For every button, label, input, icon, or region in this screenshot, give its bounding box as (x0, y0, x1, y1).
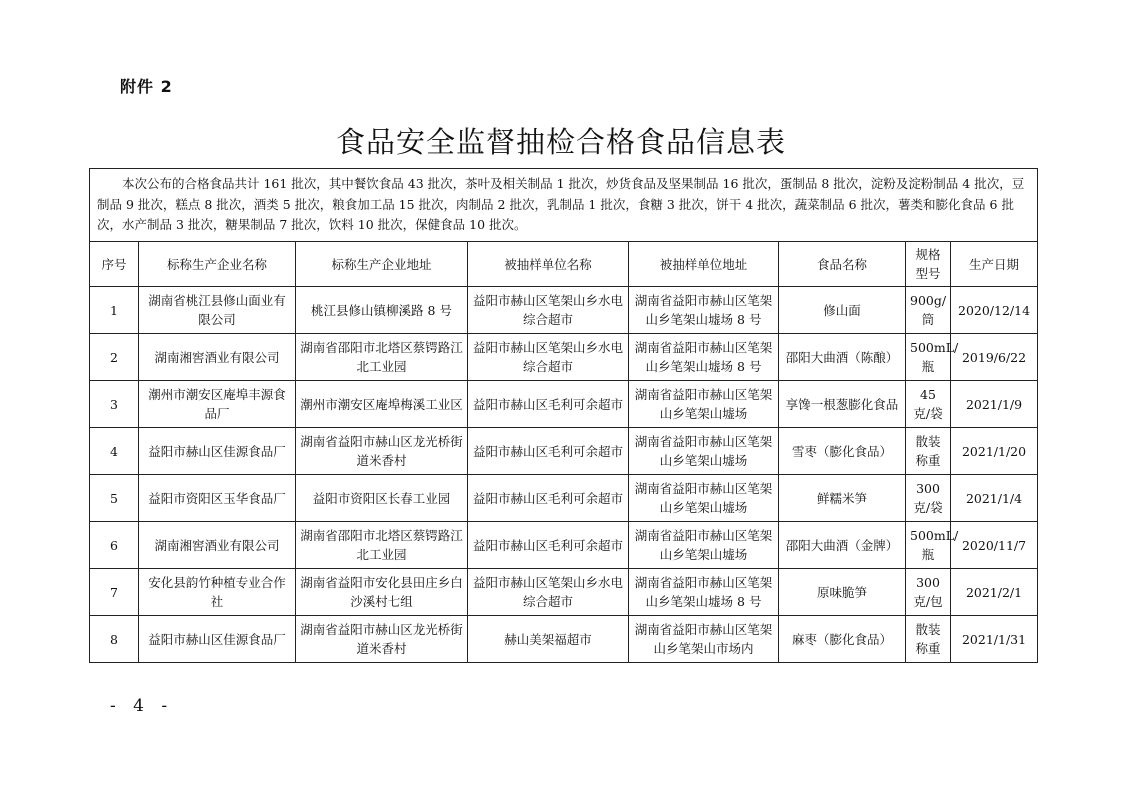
cell-producer: 湖南省桃江县修山面业有限公司 (139, 287, 296, 334)
cell-spec: 散装称重 (906, 616, 951, 663)
cell-spec: 45 克/袋 (906, 381, 951, 428)
page-title: 食品安全监督抽检合格食品信息表 (335, 125, 786, 159)
table-row (90, 569, 1038, 616)
cell-spec: 300 克/包 (906, 569, 951, 616)
cell-sampled-unit: 赫山美架福超市 (468, 616, 629, 663)
cell-food-name: 享馋一根葱膨化食品 (779, 381, 906, 428)
cell-producer-address: 桃江县修山镇柳溪路 8 号 (296, 287, 468, 334)
cell-producer: 潮州市潮安区庵埠丰源食品厂 (139, 381, 296, 428)
summary-cell (90, 169, 1038, 242)
cell-sampled-unit: 益阳市赫山区毛利可余超市 (468, 381, 629, 428)
cell-seq: 6 (90, 522, 139, 569)
cell-sampled-unit: 益阳市赫山区笔架山乡水电综合超市 (468, 287, 629, 334)
attachment-label: 附件 2 (120, 77, 173, 96)
cell-seq: 5 (90, 475, 139, 522)
header-seq: 序号 (90, 242, 139, 287)
header-production-date: 生产日期 (951, 242, 1038, 287)
cell-food-name: 邵阳大曲酒（陈酿） (779, 334, 906, 381)
cell-spec: 500mL/瓶 (906, 522, 951, 569)
header-sampled-unit: 被抽样单位名称 (468, 242, 629, 287)
cell-producer-address: 湖南省益阳市赫山区龙光桥街道米香村 (296, 428, 468, 475)
cell-food-name: 邵阳大曲酒（金牌） (779, 522, 906, 569)
cell-sampled-address: 湖南省益阳市赫山区笔架山乡笔架山墟场 (629, 475, 779, 522)
table-row (90, 522, 1038, 569)
cell-producer-address: 湖南省益阳市安化县田庄乡白沙溪村七组 (296, 569, 468, 616)
cell-producer-address: 潮州市潮安区庵埠梅溪工业区 (296, 381, 468, 428)
cell-sampled-unit: 益阳市赫山区笔架山乡水电综合超市 (468, 334, 629, 381)
cell-production-date: 2020/11/7 (951, 522, 1038, 569)
cell-producer: 益阳市赫山区佳源食品厂 (139, 616, 296, 663)
page-number: - 4 - (110, 696, 174, 716)
cell-sampled-address: 湖南省益阳市赫山区笔架山乡笔架山墟场 8 号 (629, 569, 779, 616)
cell-food-name: 鲜糯米笋 (779, 475, 906, 522)
cell-seq: 1 (90, 287, 139, 334)
cell-seq: 3 (90, 381, 139, 428)
cell-sampled-address: 湖南省益阳市赫山区笔架山乡笔架山墟场 (629, 522, 779, 569)
cell-production-date: 2021/2/1 (951, 569, 1038, 616)
cell-producer: 益阳市资阳区玉华食品厂 (139, 475, 296, 522)
cell-sampled-unit: 益阳市赫山区毛利可余超市 (468, 475, 629, 522)
cell-production-date: 2019/6/22 (951, 334, 1038, 381)
cell-production-date: 2020/12/14 (951, 287, 1038, 334)
cell-sampled-address: 湖南省益阳市赫山区笔架山乡笔架山墟场 8 号 (629, 334, 779, 381)
cell-sampled-unit: 益阳市赫山区笔架山乡水电综合超市 (468, 569, 629, 616)
cell-producer: 湖南湘窖酒业有限公司 (139, 522, 296, 569)
cell-sampled-unit: 益阳市赫山区毛利可余超市 (468, 428, 629, 475)
cell-seq: 7 (90, 569, 139, 616)
cell-spec: 500mL/瓶 (906, 334, 951, 381)
cell-production-date: 2021/1/20 (951, 428, 1038, 475)
cell-food-name: 雪枣（膨化食品） (779, 428, 906, 475)
cell-seq: 8 (90, 616, 139, 663)
cell-sampled-address: 湖南省益阳市赫山区笔架山乡笔架山墟场 (629, 381, 779, 428)
cell-sampled-address: 湖南省益阳市赫山区笔架山乡笔架山墟场 8 号 (629, 287, 779, 334)
cell-food-name: 原味脆笋 (779, 569, 906, 616)
table-header-row (90, 242, 1038, 287)
cell-spec: 300 克/袋 (906, 475, 951, 522)
cell-production-date: 2021/1/4 (951, 475, 1038, 522)
cell-sampled-unit: 益阳市赫山区毛利可余超市 (468, 522, 629, 569)
header-producer-address: 标称生产企业地址 (296, 242, 468, 287)
cell-producer-address: 湖南省邵阳市北塔区蔡锷路江北工业园 (296, 334, 468, 381)
summary-text: 本次公布的合格食品共计 161 批次，其中餐饮食品 43 批次，茶叶及相关制品 1 批次，炒货食品及坚果制品 16 批次，蛋制品 8 批次，淀粉及淀粉制品 4 批次，豆制品 9 批次，糕点 8 批次，酒类 5 批次，粮食加工品 15 批次，肉制品 2 批次，乳制品 1 批次，食糖 3 批次，饼干 4 批次，蔬菜制品 6 批次，薯类和膨化食品 6 批次，水产制品 3 批次，糖果制品 7 批次，饮料 10 批次，保健食品 10 批次。 (97, 176, 1025, 233)
summary-row (90, 169, 1038, 242)
cell-production-date: 2021/1/31 (951, 616, 1038, 663)
header-producer: 标称生产企业名称 (139, 242, 296, 287)
table-row (90, 334, 1038, 381)
cell-producer: 湖南湘窖酒业有限公司 (139, 334, 296, 381)
cell-spec: 散装称重 (906, 428, 951, 475)
cell-spec: 900g/筒 (906, 287, 951, 334)
table-row (90, 287, 1038, 334)
table-row (90, 428, 1038, 475)
cell-producer: 益阳市赫山区佳源食品厂 (139, 428, 296, 475)
cell-sampled-address: 湖南省益阳市赫山区笔架山乡笔架山墟场 (629, 428, 779, 475)
cell-food-name: 麻枣（膨化食品） (779, 616, 906, 663)
cell-food-name: 修山面 (779, 287, 906, 334)
cell-seq: 2 (90, 334, 139, 381)
cell-producer-address: 湖南省邵阳市北塔区蔡锷路江北工业园 (296, 522, 468, 569)
cell-sampled-address: 湖南省益阳市赫山区笔架山乡笔架山市场内 (629, 616, 779, 663)
cell-production-date: 2021/1/9 (951, 381, 1038, 428)
table-row (90, 475, 1038, 522)
cell-producer-address: 湖南省益阳市赫山区龙光桥街道米香村 (296, 616, 468, 663)
table-row (90, 381, 1038, 428)
header-spec: 规格型号 (906, 242, 951, 287)
cell-producer: 安化县韵竹种植专业合作社 (139, 569, 296, 616)
header-food-name: 食品名称 (779, 242, 906, 287)
cell-producer-address: 益阳市资阳区长春工业园 (296, 475, 468, 522)
cell-seq: 4 (90, 428, 139, 475)
table-row (90, 616, 1038, 663)
header-sampled-address: 被抽样单位地址 (629, 242, 779, 287)
food-info-table (89, 168, 1038, 663)
